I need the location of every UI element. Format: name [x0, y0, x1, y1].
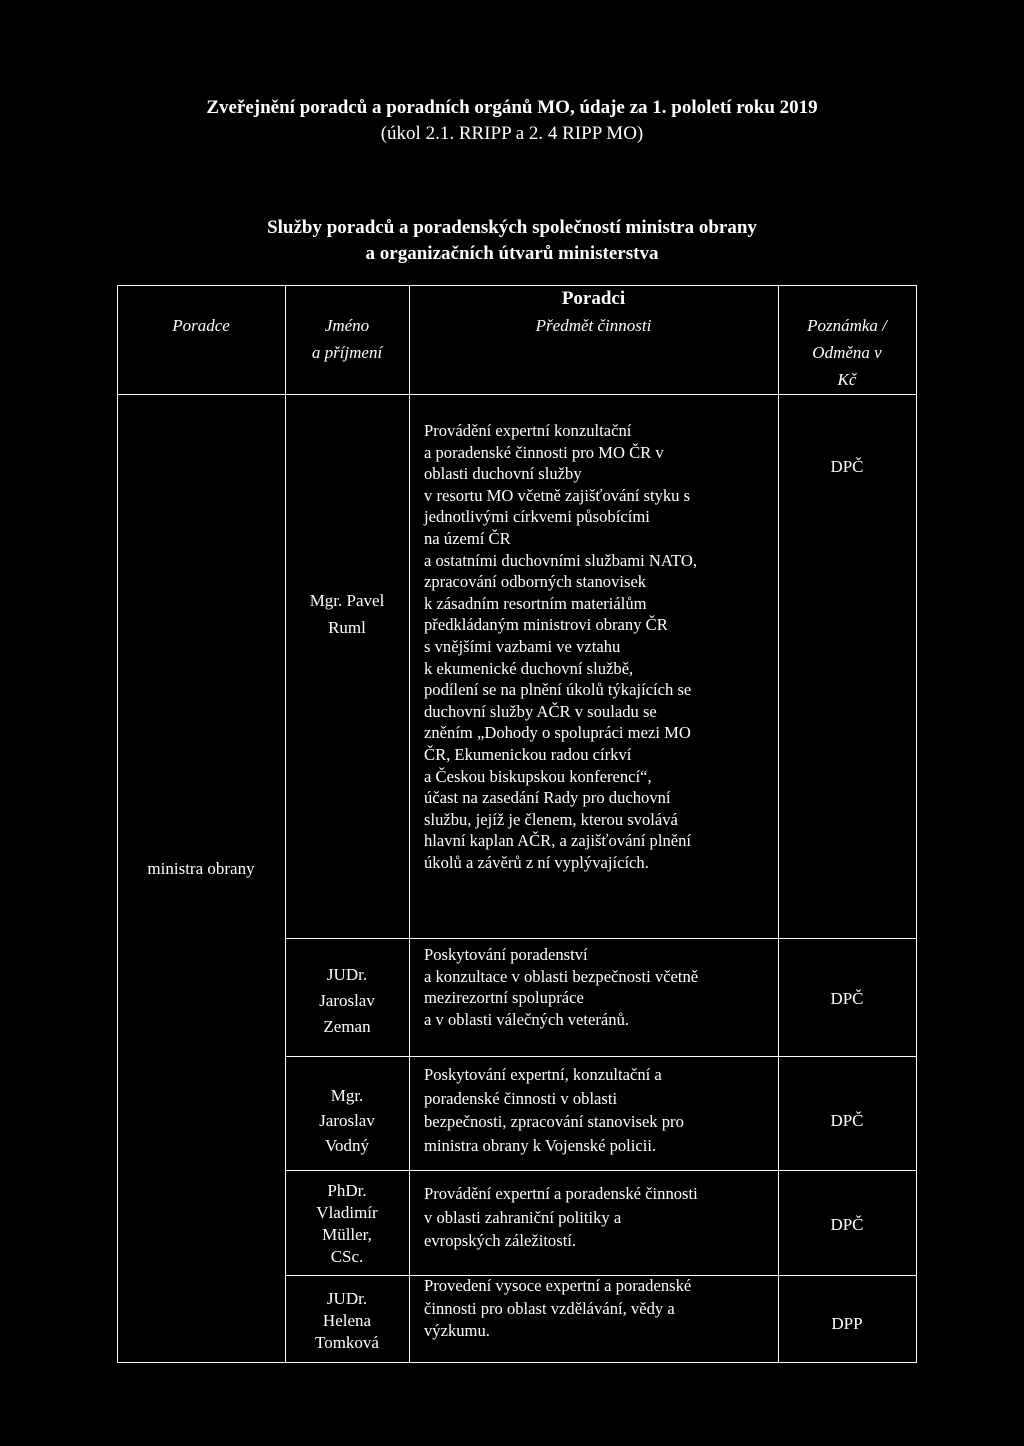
column-header-jmeno: [285, 312, 409, 366]
column-header-poznamka-line1: Poznámka /: [807, 316, 887, 335]
column-header-jmeno-line2: a příjmení: [311, 343, 383, 362]
row3-subject-line: ministra obrany k Vojenské policii.: [424, 1135, 657, 1155]
row1-subject-line: s vnějšími vazbami ve vztahu: [424, 636, 621, 656]
row4-subject: [424, 1182, 774, 1253]
row2-name-line1: JUDr.: [326, 965, 368, 984]
table-rule: [778, 285, 779, 1363]
row5-name-line1: JUDr.: [326, 1289, 368, 1308]
row4-name-line2: Vladimír: [316, 1203, 378, 1222]
row4-name-line1: PhDr.: [327, 1181, 367, 1200]
row4-subject-line: v oblasti zahraniční politiky a: [424, 1207, 622, 1227]
row2-name-line3: Zeman: [323, 1017, 371, 1036]
column-header-poznamka-line2: Odměna v: [812, 343, 882, 362]
row1-subject-line: podílení se na plnění úkolů týkajících se: [424, 680, 692, 700]
table-rule: [285, 938, 917, 939]
row4-name-line4: CSc.: [330, 1247, 364, 1266]
row1-subject-line: k ekumenické duchovní službě,: [424, 658, 634, 678]
row1-subject-line: a poradenské činnosti pro MO ČR v: [424, 442, 664, 462]
row2-name: [285, 962, 409, 1040]
table-rule: [117, 285, 917, 286]
group-header: Poradci: [561, 288, 626, 309]
row5-name-line2: Helena: [322, 1311, 372, 1330]
row1-subject-line: duchovní služby AČR v souladu se: [424, 701, 657, 721]
row1-subject-line: předkládaným ministrovi obrany ČR: [424, 615, 668, 635]
row1-subject-line: Provádění expertní konzultační: [424, 421, 632, 440]
row1-subject-line: úkolů a závěrů z ní vyplývajících.: [424, 852, 649, 872]
row1-name-line2: Ruml: [328, 618, 366, 637]
row1-subject-line: na území ČR: [424, 528, 511, 548]
row3-name-line3: Vodný: [324, 1136, 370, 1155]
row5-subject-line: činnosti pro oblast vzdělávání, vědy a: [424, 1298, 675, 1318]
row1-subject-line: účast na zasedání Rady pro duchovní: [424, 788, 671, 808]
row2-subject-line: a konzultace v oblasti bezpečnosti včetně: [424, 966, 699, 986]
row1-subject-line: k zásadním resortním materiálům: [424, 593, 647, 613]
poradce-cell: ministra obrany: [147, 859, 255, 878]
row4-note: DPČ: [830, 1215, 864, 1234]
column-header-poznamka: [778, 312, 916, 393]
row1-name: [285, 587, 409, 641]
row4-name: [285, 1180, 409, 1268]
row2-note: DPČ: [830, 989, 864, 1008]
row5-note: DPP: [831, 1314, 863, 1333]
row5-subject-line: výzkumu.: [424, 1321, 490, 1340]
row3-subject-line: bezpečnosti, zpracování stanovisek pro: [424, 1112, 684, 1131]
row1-subject-line: v resortu MO včetně zajišťování styku s: [424, 485, 691, 505]
row5-name-line3: Tomková: [315, 1333, 379, 1352]
row3-subject-line: poradenské činnosti v oblasti: [424, 1088, 618, 1108]
row5-subject-line: Provedení vysoce expertní a poradenské: [424, 1276, 692, 1295]
row2-subject-line: a v oblasti válečných veteránů.: [424, 1009, 630, 1029]
table-rule: [285, 1170, 917, 1171]
row3-name: [285, 1083, 409, 1158]
table-rule: [117, 394, 917, 395]
section-title-line2: a organizačních útvarů ministerstva: [365, 243, 659, 264]
row5-name: [285, 1288, 409, 1354]
row1-note: DPČ: [830, 457, 864, 476]
row1-subject-line: službu, jejíž je členem, kterou svolává: [424, 809, 678, 829]
row1-subject-line: zpracování odborných stanovisek: [424, 572, 647, 592]
row4-name-line3: Müller,: [322, 1225, 372, 1244]
table-rule: [409, 285, 410, 1363]
row1-subject: [424, 420, 774, 873]
row2-subject-line: Poskytování poradenství: [424, 945, 588, 964]
row1-subject-line: ČR, Ekumenickou radou církví: [424, 744, 632, 764]
row2-subject-line: mezirezortní spolupráce: [424, 988, 584, 1008]
row5-subject: [424, 1275, 774, 1343]
row1-subject-line: a ostatními duchovními službami NATO,: [424, 550, 698, 570]
column-header-poznamka-line3: Kč: [837, 370, 857, 389]
row1-subject-line: zněním „Dohody o spolupráci mezi MO: [424, 723, 691, 743]
table-rule: [117, 1362, 917, 1363]
row3-name-line2: Jaroslav: [319, 1111, 375, 1130]
row3-note: DPČ: [830, 1111, 864, 1130]
row1-subject-line: jednotlivými církvemi působícími: [424, 507, 650, 527]
row4-subject-line: evropských záležitostí.: [424, 1231, 577, 1250]
table-rule: [916, 285, 917, 1363]
row3-subject: [424, 1063, 774, 1157]
row1-subject-line: oblasti duchovní služby: [424, 464, 582, 484]
row4-subject-line: Provádění expertní a poradenské činnosti: [424, 1184, 698, 1203]
row3-subject-line: Poskytování expertní, konzultační a: [424, 1065, 662, 1084]
row3-name-line1: Mgr.: [330, 1086, 364, 1105]
row2-name-line2: Jaroslav: [319, 991, 375, 1010]
document-subtitle: (úkol 2.1. RRIPP a 2. 4 RIPP MO): [380, 123, 644, 144]
column-header-predmet: Předmět činnosti: [535, 316, 652, 335]
table-rule: [117, 285, 118, 1363]
row2-subject: [424, 944, 774, 1030]
section-title: Služby poradců a poradenských společností ministra obrany: [267, 217, 757, 238]
column-header-poradce: Poradce: [172, 316, 230, 335]
row1-subject-line: hlavní kaplan AČR, a zajišťování plnění: [424, 831, 692, 851]
row1-name-line1: Mgr. Pavel: [309, 591, 385, 610]
row1-subject-line: a Českou biskupskou konferencí“,: [424, 766, 652, 786]
column-header-jmeno-line1: Jméno: [324, 316, 370, 335]
document-title: Zveřejnění poradců a poradních orgánů MO, údaje za 1. pololetí roku 2019: [206, 97, 818, 118]
table-rule: [285, 1056, 917, 1057]
